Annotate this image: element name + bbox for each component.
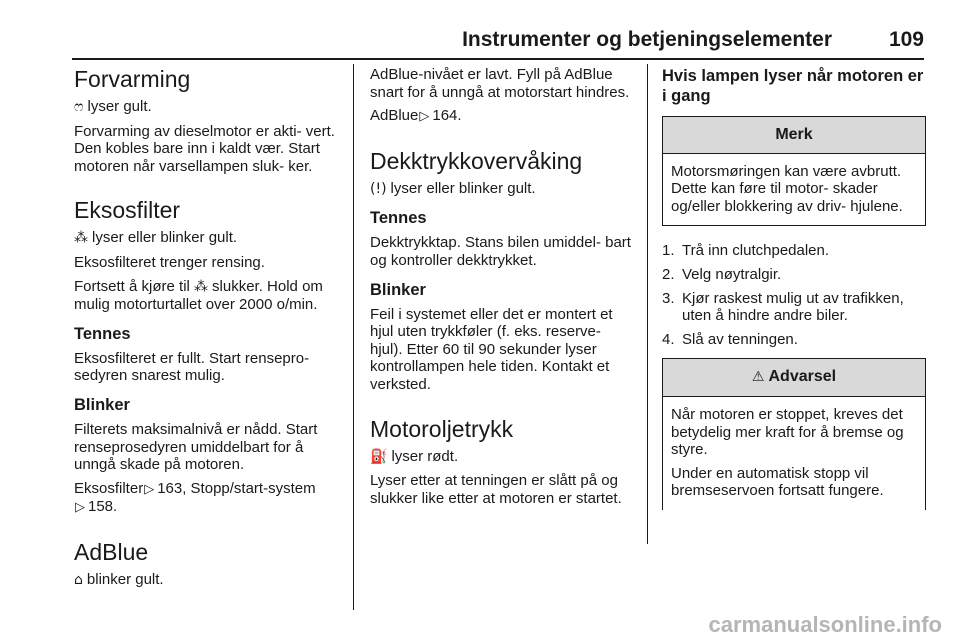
list-item: 2. Velg nøytralgir.: [662, 265, 782, 283]
heading-motoroljetrykk: Motoroljetrykk: [370, 415, 514, 442]
list-item: 4. Slå av tenningen.: [662, 330, 798, 348]
olje-text: Lyser etter at tenningen er slått på og slukker like etter at motoren er startet.: [370, 472, 622, 507]
heading-tennes: Tennes: [74, 324, 131, 343]
column-divider-1: [353, 64, 354, 610]
adblue-status: ⌂ blinker gult.: [74, 570, 164, 588]
page-header: [72, 24, 924, 60]
watermark: carmanualsonline.info: [708, 612, 942, 637]
warning-box: [662, 358, 926, 510]
dekk-blinker-text: Feil i systemet eller det er montert et hjul uten trykkføler (f. eks. reserve- hjul). Etter 60 til 90 sekunder lyser kontrollampen hele tiden. Kontakt et verksted.: [370, 305, 613, 393]
column-3: [662, 66, 926, 510]
note-text: Motorsmøringen kan være avbrutt. Dette kan føre til motor- skader og/eller blokkering av driv- hjulene.: [671, 162, 903, 215]
steps-list: [662, 242, 926, 348]
coil-icon: ෆ: [74, 99, 84, 115]
filter-icon: ⁂: [194, 278, 209, 295]
warning-title: ⚠ Advarsel: [663, 359, 925, 397]
column-1: [74, 66, 344, 596]
dekk-status: (!) lyser eller blinker gult.: [370, 179, 536, 197]
eksosfilter-text: Eksosfilteret trenger rensing.: [74, 253, 265, 271]
heading-eksosfilter: Eksosfilter: [74, 197, 181, 224]
heading-blinker-dekk: Blinker: [370, 280, 426, 299]
blinker-text: Filterets maksimalnivå er nådd. Start renseprosedyren umiddelbart for å unngå skade på motoren.: [74, 420, 318, 474]
oil-can-icon: ⛽: [370, 448, 388, 465]
adblue-icon: ⌂: [74, 571, 83, 588]
reference-arrow-icon: ▷: [75, 500, 85, 516]
heading-forvarming: Forvarming: [74, 66, 191, 92]
heading-blinker: Blinker: [74, 395, 130, 414]
heading-tennes-dekk: Tennes: [370, 209, 427, 228]
chapter-title: Instrumenter og betjeningselementer: [462, 28, 832, 51]
warning-triangle-icon: ⚠: [751, 369, 765, 386]
eksosfilter-refs: Eksosfilter▷ 163, Stopp/start-system ▷ 158.: [74, 479, 316, 516]
note-title: Merk: [663, 117, 925, 154]
reference-arrow-icon: ▷: [419, 109, 430, 125]
reference-arrow-icon: ▷: [144, 481, 155, 497]
tire-icon: (!): [370, 180, 387, 197]
eksosfilter-status: ⁂ lyser eller blinker gult.: [74, 229, 238, 247]
page-number: 109: [888, 28, 924, 51]
heading-lampen-lyser: Hvis lampen lyser når motoren er i gang: [662, 67, 924, 105]
warning-text-2: Under en automatisk stopp vil bremseservoen fortsatt fungere.: [671, 464, 884, 500]
olje-status: ⛽ lyser rødt.: [370, 447, 459, 465]
forvarming-status: ෆ lyser gult.: [74, 98, 152, 115]
heading-dekktrykk: Dekktrykkovervåking: [370, 147, 583, 174]
dekk-tennes-text: Dekktrykktap. Stans bilen umiddel- bart og kontroller dekktrykket.: [370, 234, 631, 269]
header-rule: [72, 58, 924, 60]
column-divider-2: [647, 64, 648, 544]
heading-adblue: AdBlue: [74, 538, 149, 565]
filter-icon: ⁂: [74, 230, 88, 247]
adblue-ref: AdBlue▷ 164.: [370, 107, 462, 125]
list-item: 3. Kjør raskest mulig ut av trafikken, uten å hindre andre biler.: [662, 289, 904, 325]
note-box: [662, 116, 926, 226]
tennes-text: Eksosfilteret er fullt. Start rensepro- sedyren snarest mulig.: [74, 349, 310, 385]
list-item: 1. Trå inn clutchpedalen.: [662, 242, 830, 260]
forvarming-text: Forvarming av dieselmotor er akti- vert. Den kobles bare inn i kaldt vær. Start motoren når varsellampen sluk- ker.: [74, 122, 335, 175]
column-2: [370, 66, 634, 513]
warning-text-1: Når motoren er stoppet, kreves det betydelig mer kraft for å bremse og styre.: [671, 405, 904, 459]
adblue-text: AdBlue-nivået er lavt. Fyll på AdBlue snart for å unngå at motorstart hindres.: [370, 66, 630, 101]
eksosfilter-text-2: Fortsett å kjøre til ⁂ slukker. Hold om mulig motorturtallet over 2000 o/min.: [74, 277, 323, 314]
